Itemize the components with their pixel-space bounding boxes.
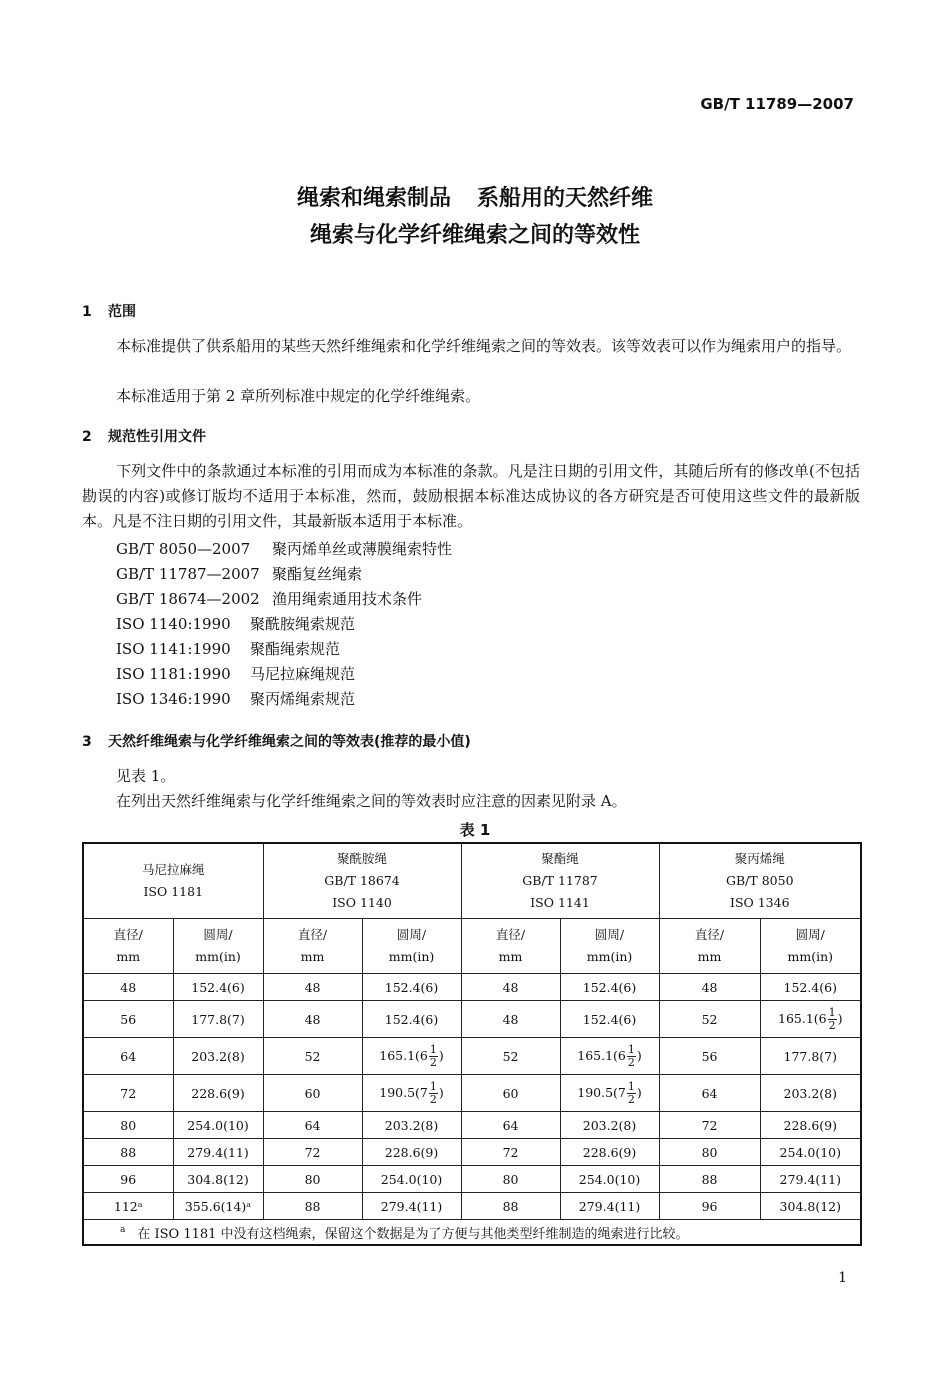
table-group-header-row — [83, 843, 861, 919]
title-line2: 绳索与化学纤维绳索之间的等效性 — [309, 223, 640, 248]
circumference-cell: 190.5(7 $\frac{1}{2}$ ) — [362, 1075, 461, 1112]
footnote-mark: a — [120, 1225, 126, 1236]
group-standard: ISO 1181 — [143, 884, 204, 899]
title-line1-part2: 系船用的天然纤维 — [477, 186, 654, 211]
column-header-diameter: 直径/ mm — [263, 919, 362, 974]
reference-item — [116, 538, 452, 559]
section-2-paragraph-1 — [82, 459, 860, 534]
circumference-cell: 203.2(8) — [173, 1038, 263, 1075]
circumference-cell: 203.2(8) — [760, 1075, 861, 1112]
circumference-cell: 279.4(11) — [362, 1193, 461, 1220]
paragraph-text: 在列出天然纤维绳索与化学纤维绳索之间的等效表时应注意的因素见附录 A。 — [116, 792, 627, 810]
table-row — [83, 1075, 861, 1112]
diameter-cell: 80 — [461, 1166, 560, 1193]
diameter-cell: 48 — [263, 974, 362, 1001]
group-standard: ISO 1141 — [530, 895, 590, 910]
circumference-cell: 304.8(12) — [173, 1166, 263, 1193]
circumference-cell: 254.0(10) — [173, 1112, 263, 1139]
diameter-cell: 52 — [659, 1001, 760, 1038]
group-name: 聚丙烯绳 — [734, 851, 785, 866]
fraction: $\frac{1}{2}$ — [828, 1005, 836, 1032]
table-row — [83, 1193, 861, 1220]
circumference-cell: 279.4(11) — [560, 1193, 659, 1220]
fraction: $\frac{1}{2}$ — [627, 1079, 635, 1106]
reference-title: 渔用绳索通用技术条件 — [272, 590, 423, 608]
reference-code: GB/T 18674—2002 — [116, 590, 260, 608]
equivalence-table — [82, 842, 862, 1246]
diameter-cell: 52 — [263, 1038, 362, 1075]
reference-item — [116, 563, 362, 584]
diameter-cell: 60 — [263, 1075, 362, 1112]
table-row — [83, 974, 861, 1001]
section-2-heading — [82, 426, 206, 446]
diameter-cell: 48 — [461, 1001, 560, 1038]
reference-code: ISO 1346:1990 — [116, 690, 231, 708]
circumference-cell: 152.4(6) — [173, 974, 263, 1001]
circumference-cell: 355.6(14)ᵃ — [173, 1193, 263, 1220]
circumference-cell: 177.8(7) — [760, 1038, 861, 1075]
table-row — [83, 1166, 861, 1193]
circumference-cell: 203.2(8) — [560, 1112, 659, 1139]
diameter-cell: 80 — [659, 1139, 760, 1166]
circumference-cell: 279.4(11) — [760, 1166, 861, 1193]
section-3-paragraph-1 — [82, 764, 860, 789]
column-header-circumference: 圆周/ mm(in) — [362, 919, 461, 974]
circumference-cell: 177.8(7) — [173, 1001, 263, 1038]
circumference-cell: 228.6(9) — [560, 1139, 659, 1166]
diameter-cell: 88 — [83, 1139, 173, 1166]
circumference-cell: 228.6(9) — [760, 1112, 861, 1139]
standard-number: GB/T 11789—2007 — [700, 95, 854, 113]
group-standard: ISO 1140 — [332, 895, 392, 910]
document-title — [0, 180, 950, 254]
diameter-cell: 96 — [83, 1166, 173, 1193]
reference-item — [116, 688, 355, 709]
reference-item — [116, 638, 340, 659]
diameter-cell: 72 — [263, 1139, 362, 1166]
circumference-cell: 152.4(6) — [362, 974, 461, 1001]
column-header-diameter: 直径/ mm — [659, 919, 760, 974]
diameter-cell: 64 — [263, 1112, 362, 1139]
circumference-cell: 190.5(7 $\frac{1}{2}$ ) — [560, 1075, 659, 1112]
diameter-cell: 48 — [659, 974, 760, 1001]
circumference-cell: 152.4(6) — [560, 974, 659, 1001]
diameter-cell: 96 — [659, 1193, 760, 1220]
group-name: 聚酰胺绳 — [337, 851, 388, 866]
table-column-header-row — [83, 919, 861, 974]
group-standard: GB/T 18674 — [324, 873, 400, 888]
table-footnote-row — [83, 1220, 861, 1246]
group-standard: ISO 1346 — [730, 895, 790, 910]
paragraph-text: 见表 1。 — [116, 767, 176, 785]
table-row — [83, 1112, 861, 1139]
group-standard: GB/T 8050 — [726, 873, 794, 888]
reference-code: GB/T 8050—2007 — [116, 540, 251, 558]
reference-title: 聚丙烯单丝或薄膜绳索特性 — [272, 540, 453, 558]
paragraph-text: 下列文件中的条款通过本标准的引用而成为本标准的条款。凡是注日期的引用文件，其随后所有的修改单(不包括勘误的内容)或修订版均不适用于本标准，然而，鼓励根据本标准达成协议的各方研究是否可使用这些文件的最新版本。凡是不注日期的引用文件，其最新版本适用于本标准。 — [82, 462, 860, 530]
paragraph-text: 本标准适用于第 2 章所列标准中规定的化学纤维绳索。 — [116, 387, 481, 405]
fraction: $\frac{1}{2}$ — [627, 1042, 635, 1069]
circumference-cell: 304.8(12) — [760, 1193, 861, 1220]
diameter-cell: 72 — [461, 1139, 560, 1166]
diameter-cell: 48 — [83, 974, 173, 1001]
reference-item — [116, 613, 355, 634]
circumference-cell: 152.4(6) — [560, 1001, 659, 1038]
reference-code: ISO 1140:1990 — [116, 615, 231, 633]
circumference-cell: 165.1(6 $\frac{1}{2}$ ) — [760, 1001, 861, 1038]
section-1-paragraph-2 — [82, 384, 860, 409]
section-1-paragraph-1 — [82, 334, 860, 359]
section-1-heading — [82, 301, 136, 321]
table-footnote — [83, 1220, 861, 1246]
column-header-diameter: 直径/ mm — [461, 919, 560, 974]
footnote-text: 在 ISO 1181 中没有这档绳索，保留这个数据是为了方便与其他类型纤维制造的绳索进行比较。 — [137, 1226, 689, 1242]
reference-item — [116, 588, 422, 609]
section-3-heading — [82, 731, 471, 751]
fraction: $\frac{1}{2}$ — [429, 1079, 437, 1106]
column-header-circumference: 圆周/ mm(in) — [560, 919, 659, 974]
diameter-cell: 56 — [83, 1001, 173, 1038]
diameter-cell: 80 — [263, 1166, 362, 1193]
column-header-circumference: 圆周/ mm(in) — [760, 919, 861, 974]
diameter-cell: 52 — [461, 1038, 560, 1075]
title-line1-part1: 绳索和绳索制品 — [296, 186, 451, 211]
group-name: 马尼拉麻绳 — [142, 862, 205, 877]
section-3-paragraph-2 — [82, 789, 860, 814]
section-number: 1 — [82, 304, 92, 320]
group-header — [83, 843, 263, 919]
circumference-cell: 152.4(6) — [760, 974, 861, 1001]
reference-code: ISO 1181:1990 — [116, 665, 231, 683]
diameter-cell: 88 — [263, 1193, 362, 1220]
section-number: 2 — [82, 429, 92, 445]
diameter-cell: 64 — [659, 1075, 760, 1112]
circumference-cell: 228.6(9) — [362, 1139, 461, 1166]
diameter-cell: 72 — [83, 1075, 173, 1112]
circumference-cell: 279.4(11) — [173, 1139, 263, 1166]
diameter-cell: 64 — [461, 1112, 560, 1139]
reference-item — [116, 663, 355, 684]
section-title: 规范性引用文件 — [108, 429, 206, 445]
group-name: 聚酯绳 — [541, 851, 579, 866]
reference-title: 聚酰胺绳索规范 — [250, 615, 356, 633]
group-header — [461, 843, 659, 919]
table-row — [83, 1001, 861, 1038]
diameter-cell: 48 — [461, 974, 560, 1001]
reference-code: ISO 1141:1990 — [116, 640, 231, 658]
diameter-cell: 64 — [83, 1038, 173, 1075]
circumference-cell: 254.0(10) — [362, 1166, 461, 1193]
reference-code: GB/T 11787—2007 — [116, 565, 260, 583]
fraction: $\frac{1}{2}$ — [429, 1042, 437, 1069]
circumference-cell: 254.0(10) — [560, 1166, 659, 1193]
section-title: 范围 — [108, 304, 136, 320]
paragraph-text: 本标准提供了供系船用的某些天然纤维绳索和化学纤维绳索之间的等效表。该等效表可以作为绳索用户的指导。 — [116, 337, 852, 355]
diameter-cell: 88 — [659, 1166, 760, 1193]
diameter-cell: 48 — [263, 1001, 362, 1038]
column-header-diameter: 直径/ mm — [83, 919, 173, 974]
section-title: 天然纤维绳索与化学纤维绳索之间的等效表(推荐的最小值) — [108, 734, 471, 750]
circumference-cell: 203.2(8) — [362, 1112, 461, 1139]
column-header-circumference: 圆周/ mm(in) — [173, 919, 263, 974]
circumference-cell: 165.1(6 $\frac{1}{2}$ ) — [560, 1038, 659, 1075]
group-header — [263, 843, 461, 919]
circumference-cell: 254.0(10) — [760, 1139, 861, 1166]
page-number: 1 — [838, 1270, 847, 1286]
table-caption: 表 1 — [459, 821, 491, 839]
diameter-cell: 60 — [461, 1075, 560, 1112]
circumference-cell: 165.1(6 $\frac{1}{2}$ ) — [362, 1038, 461, 1075]
diameter-cell: 72 — [659, 1112, 760, 1139]
diameter-cell: 56 — [659, 1038, 760, 1075]
group-standard: GB/T 11787 — [522, 873, 598, 888]
reference-title: 聚酯复丝绳索 — [272, 565, 363, 583]
table-row — [83, 1038, 861, 1075]
reference-title: 马尼拉麻绳规范 — [250, 665, 356, 683]
diameter-cell: 88 — [461, 1193, 560, 1220]
circumference-cell: 152.4(6) — [362, 1001, 461, 1038]
circumference-cell: 228.6(9) — [173, 1075, 263, 1112]
reference-title: 聚酯绳索规范 — [250, 640, 341, 658]
reference-title: 聚丙烯绳索规范 — [250, 690, 356, 708]
table-row — [83, 1139, 861, 1166]
diameter-cell: 112ᵃ — [83, 1193, 173, 1220]
group-header — [659, 843, 861, 919]
diameter-cell: 80 — [83, 1112, 173, 1139]
section-number: 3 — [82, 734, 92, 750]
